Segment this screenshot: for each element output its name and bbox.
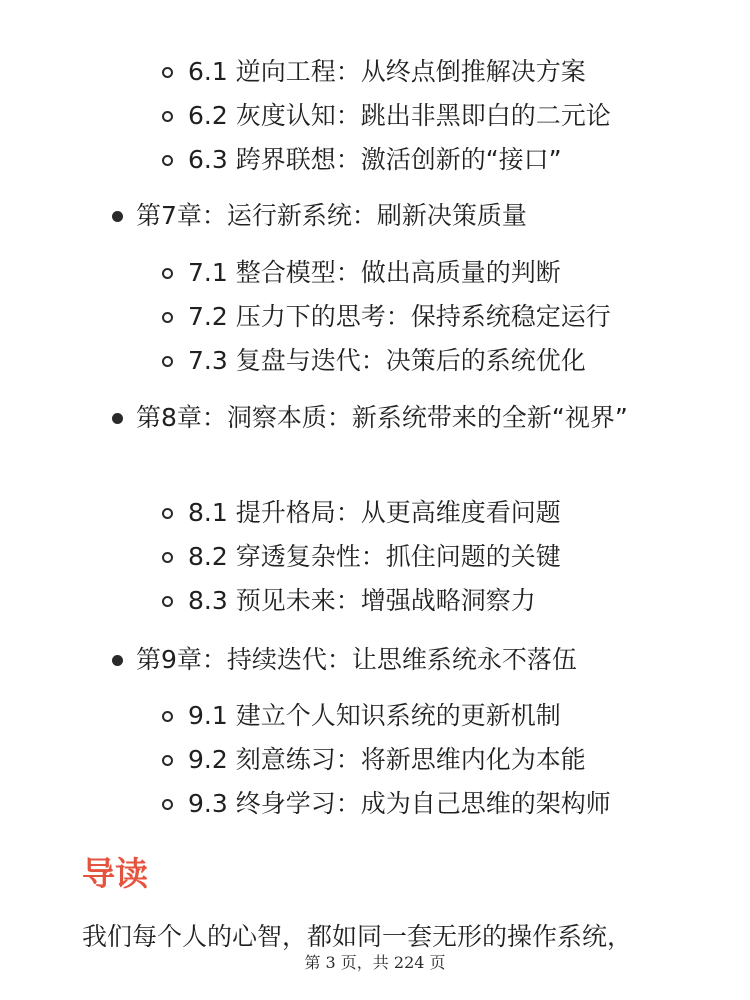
toc-chapter-9[interactable]: 第9章：持续迭代：让思维系统永不落伍: [136, 645, 577, 674]
toc-chapter-7[interactable]: 第7章：运行新系统：刷新决策质量: [136, 201, 527, 230]
solid-bullet-icon: [112, 655, 123, 666]
toc-item-7-1[interactable]: 7.1 整合模型：做出高质量的判断: [188, 258, 561, 287]
hollow-bullet-icon: [162, 268, 173, 279]
hollow-bullet-icon: [162, 312, 173, 323]
toc-item-6-3[interactable]: 6.3 跨界联想：激活创新的“接口”: [188, 145, 562, 174]
hollow-bullet-icon: [162, 356, 173, 367]
hollow-bullet-icon: [162, 596, 173, 607]
toc-item-8-3[interactable]: 8.3 预见未来：增强战略洞察力: [188, 586, 536, 615]
toc-item-9-1[interactable]: 9.1 建立个人知识系统的更新机制: [188, 701, 561, 730]
toc-item-7-2[interactable]: 7.2 压力下的思考：保持系统稳定运行: [188, 302, 611, 331]
toc-chapter-8[interactable]: 第8章：洞察本质：新系统带来的全新“视界”: [136, 403, 628, 432]
toc-item-7-3[interactable]: 7.3 复盘与迭代：决策后的系统优化: [188, 346, 586, 375]
hollow-bullet-icon: [162, 155, 173, 166]
toc-item-6-1[interactable]: 6.1 逆向工程：从终点倒推解决方案: [188, 57, 586, 86]
solid-bullet-icon: [112, 211, 123, 222]
toc-item-8-2[interactable]: 8.2 穿透复杂性：抓住问题的关键: [188, 542, 561, 571]
section-heading-intro: 导读: [82, 854, 148, 893]
hollow-bullet-icon: [162, 67, 173, 78]
hollow-bullet-icon: [162, 552, 173, 563]
hollow-bullet-icon: [162, 799, 173, 810]
hollow-bullet-icon: [162, 508, 173, 519]
page-footer: 第 3 页，共 224 页: [0, 952, 750, 974]
toc-item-9-2[interactable]: 9.2 刻意练习：将新思维内化为本能: [188, 745, 586, 774]
hollow-bullet-icon: [162, 755, 173, 766]
solid-bullet-icon: [112, 413, 123, 424]
toc-item-9-3[interactable]: 9.3 终身学习：成为自己思维的架构师: [188, 789, 611, 818]
toc-item-6-2[interactable]: 6.2 灰度认知：跳出非黑即白的二元论: [188, 101, 611, 130]
toc-item-8-1[interactable]: 8.1 提升格局：从更高维度看问题: [188, 498, 561, 527]
hollow-bullet-icon: [162, 711, 173, 722]
hollow-bullet-icon: [162, 111, 173, 122]
intro-paragraph: 我们每个人的心智，都如同一套无形的操作系统，: [82, 922, 633, 951]
